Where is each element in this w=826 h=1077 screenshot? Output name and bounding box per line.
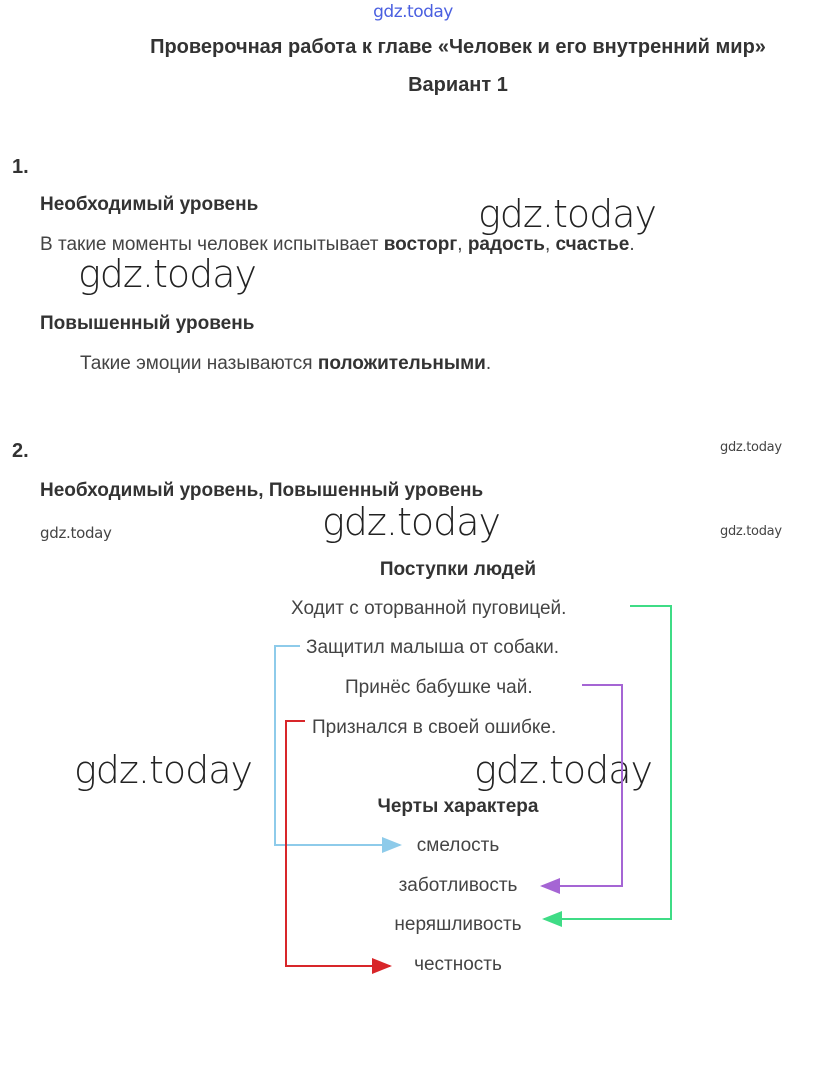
action-item: Защитил малыша от собаки. xyxy=(306,637,560,658)
action-item: Принёс бабушке чай. xyxy=(345,677,533,698)
watermark: gdz.today xyxy=(720,524,782,539)
link-courage xyxy=(275,646,400,845)
trait-item: неряшливость xyxy=(394,914,522,935)
task-1-required-answer: В такие моменты человек испытывает восторг, радость, счастье. xyxy=(40,234,635,255)
task-1-number: 1. xyxy=(12,156,29,178)
task-2-number: 2. xyxy=(12,440,29,462)
watermark: gdz.today xyxy=(74,748,252,792)
action-item: Признался в своей ошибке. xyxy=(312,717,557,738)
answer-word: восторг xyxy=(383,234,458,255)
traits-title: Черты характера xyxy=(377,796,539,817)
answer-word: счастье xyxy=(555,234,630,255)
link-sloppiness xyxy=(544,606,671,919)
task-1-advanced-level: Повышенный уровень xyxy=(40,313,255,334)
task-1-required-level: Необходимый уровень xyxy=(40,194,259,215)
link-honesty xyxy=(286,721,390,966)
page-title: Проверочная работа к главе «Человек и его внутренний мир» xyxy=(150,36,766,58)
actions-title: Поступки людей xyxy=(379,559,537,580)
watermark: gdz.today xyxy=(40,524,112,542)
watermark-top: gdz.today xyxy=(373,2,453,22)
trait-item: смелость xyxy=(416,835,500,856)
variant-label: Вариант 1 xyxy=(408,74,508,96)
action-item: Ходит с оторванной пуговицей. xyxy=(291,598,567,619)
task-1-advanced-answer: Такие эмоции называются положительными. xyxy=(80,353,492,374)
watermark: gdz.today xyxy=(322,500,500,544)
task-2-levels: Необходимый уровень, Повышенный уровень xyxy=(40,480,484,501)
answer-word: положительными xyxy=(317,353,486,374)
watermark: gdz.today xyxy=(478,192,656,236)
watermark: gdz.today xyxy=(78,252,256,296)
trait-item: честность xyxy=(414,954,502,975)
watermark: gdz.today xyxy=(474,748,652,792)
answer-word: радость xyxy=(467,234,545,255)
trait-item: заботливость xyxy=(398,875,518,896)
watermark: gdz.today xyxy=(720,440,782,455)
link-care xyxy=(542,685,622,886)
